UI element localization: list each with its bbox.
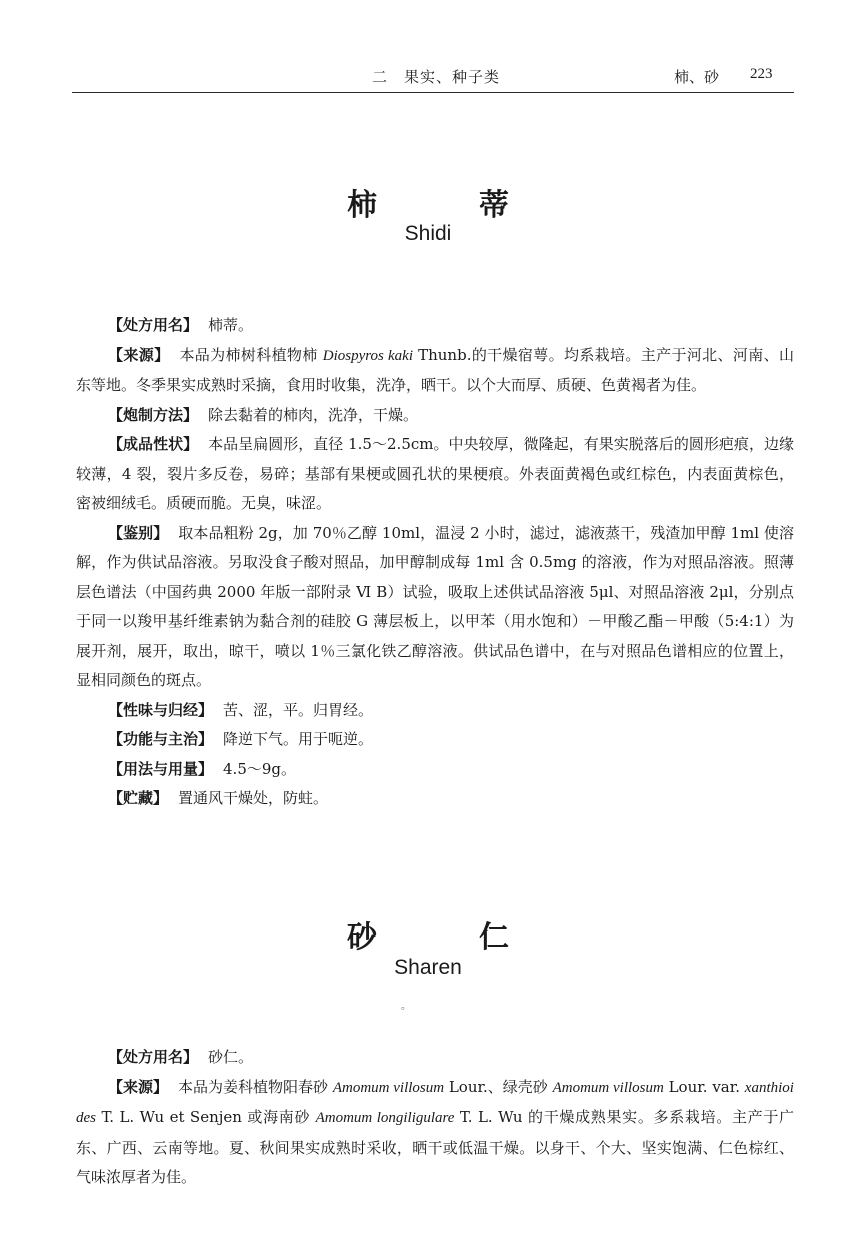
- processing-para: [76, 401, 794, 431]
- function-indication-para: [76, 725, 794, 755]
- source-text-pre: 本品为柿树科植物柿: [179, 345, 323, 364]
- header-entries: 柿、砂: [674, 68, 720, 86]
- identification-para: [76, 519, 794, 696]
- monograph-title-sharen: 砂 仁: [347, 920, 545, 955]
- prescription-name-text: 柿蒂。: [208, 316, 254, 334]
- storage-text: 置通风干燥处，防蛀。: [178, 789, 329, 807]
- decorative-mark: 。: [401, 1001, 411, 1012]
- sharen-prescription-name-para: [76, 1043, 794, 1073]
- sharen-source-text-4: T. L. Wu et Senjen 或海南砂: [96, 1108, 316, 1126]
- taste-meridian-label: 【性味与归经】: [108, 700, 214, 719]
- sharen-prescription-name-text: 砂仁。: [208, 1048, 254, 1066]
- characteristics-para: [76, 430, 794, 519]
- chapter-title: 二 果实、种子类: [372, 68, 501, 86]
- identification-text: 取本品粗粉 2g，加 70％乙醇 10ml，温浸 2 小时，滤过，滤液蒸干，残渣加甲醇 1ml 使溶解，作为供试品溶液。另取没食子酸对照品，加甲醇制成每 1ml 含 0.5mg 的溶液，作为对照品溶液。照薄层色谱法（中国药典 2000 年版一部附录 Ⅵ B）试验，吸取上述供试品溶液 5μl、对照品溶液 2μl，分别点于同一以羧甲基纤维素钠为黏合剂的硅胶 G 薄层板上，以甲苯（用水饱和）－甲酸乙酯－甲酸（5:4:1）为展开剂，展开，取出，晾干，喷以 1％三氯化铁乙醇溶液。供试品色谱中，在与对照品色谱相应的位置上，显相同颜色的斑点。: [76, 523, 794, 689]
- prescription-name-label: 【处方用名】: [108, 316, 199, 334]
- processing-text: 除去黏着的柿肉，洗净，干燥。: [208, 405, 419, 424]
- sharen-source-text-1: 本品为姜科植物阳春砂: [178, 1077, 333, 1096]
- usage-dosage-label: 【用法与用量】: [108, 759, 214, 778]
- taste-meridian-para: [76, 696, 794, 726]
- sharen-source-latin-2: Amomum villosum: [552, 1079, 664, 1096]
- source-latin-name: Diospyros kaki: [322, 347, 413, 364]
- prescription-name-para: [76, 311, 794, 341]
- storage-para: [76, 784, 794, 814]
- sharen-source-latin-3: xanthioides: [76, 1079, 794, 1126]
- characteristics-text: 本品呈扁圆形，直径 1.5～2.5cm。中央较厚，微隆起，有果实脱落后的圆形疤痕，边缘较薄，4 裂，裂片多反卷，易碎；基部有果梗或圆孔状的果梗痕。外表面黄褐色或红棕色，内表面黄棕色，密被细绒毛。质硬而脆。无臭，味涩。: [76, 435, 794, 512]
- sharen-source-text-2: Lour.、绿壳砂: [444, 1077, 553, 1096]
- monograph-title-shidi: 柿 蒂: [347, 188, 545, 223]
- storage-label: 【贮藏】: [108, 789, 169, 807]
- sharen-prescription-name-label: 【处方用名】: [108, 1048, 199, 1066]
- usage-dosage-text: 4.5～9g。: [223, 759, 297, 778]
- sharen-source-latin-1: Amomum villosum: [332, 1079, 445, 1096]
- source-label: 【来源】: [108, 345, 170, 364]
- usage-dosage-para: [76, 755, 794, 785]
- sharen-source-text-5: T. L. Wu 的干燥成熟果实。多系栽培。主产于广东、广西、云南等地。夏、秋间果实成熟时采收，晒干或低温干燥。以身干、个大、坚实饱满、仁色棕红、气味浓厚者为佳。: [76, 1108, 795, 1186]
- page-number: 223: [750, 66, 773, 82]
- monograph-pinyin-shidi: Shidi: [404, 222, 452, 245]
- source-text-post: Thunb.的干燥宿萼。均系栽培。主产于河北、河南、山东等地。冬季果实成熟时采摘，食用时收集，洗净，晒干。以个大而厚、质硬、色黄褐者为佳。: [76, 345, 794, 394]
- monograph-body-shidi: [76, 311, 794, 814]
- processing-label: 【炮制方法】: [108, 405, 199, 424]
- taste-meridian-text: 苦、涩，平。归胃经。: [223, 700, 374, 719]
- monograph-pinyin-sharen: Sharen: [394, 956, 462, 979]
- source-para: [76, 341, 794, 401]
- function-indication-label: 【功能与主治】: [108, 730, 214, 748]
- sharen-source-latin-4: Amomum longiligulare: [315, 1110, 455, 1126]
- characteristics-label: 【成品性状】: [108, 435, 199, 453]
- monograph-body-sharen: [76, 1043, 794, 1193]
- sharen-source-text-3: Lour. var.: [663, 1077, 745, 1096]
- sharen-source-label: 【来源】: [108, 1077, 169, 1096]
- running-header: [72, 62, 794, 93]
- identification-label: 【鉴别】: [108, 523, 169, 542]
- function-indication-text: 降逆下气。用于呃逆。: [223, 730, 374, 748]
- sharen-source-para: [76, 1073, 794, 1193]
